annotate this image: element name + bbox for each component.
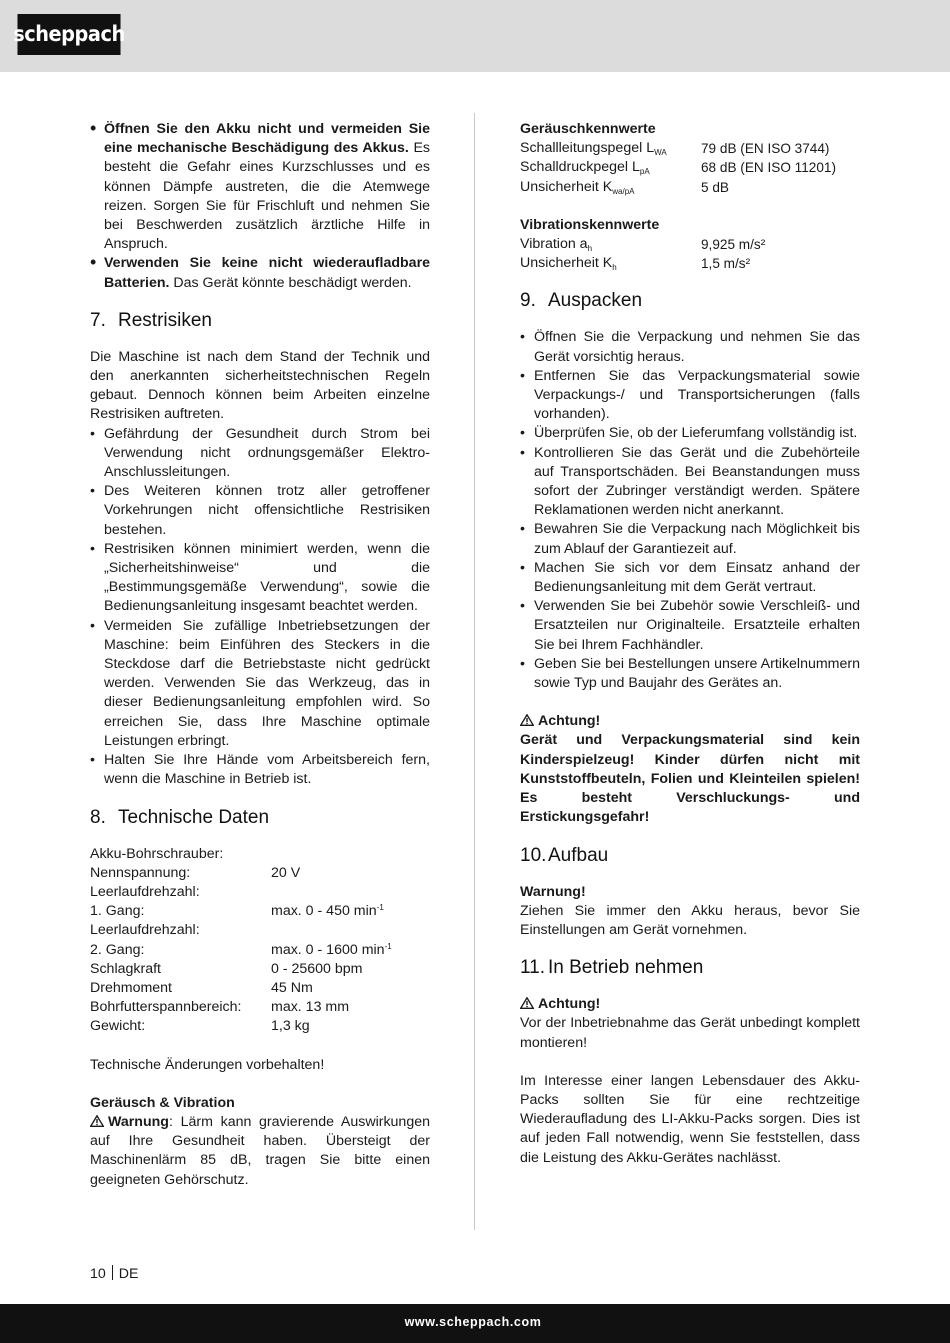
table-row: Nennspannung: 20 V: [90, 864, 301, 881]
scheppach-logo: scheppach: [17, 14, 120, 55]
warning-icon: [520, 714, 534, 726]
section-heading-restrisiken: 7. Restrisiken: [90, 309, 212, 331]
technical-data-table: [90, 845, 430, 1037]
table-row: Bohrfutterspannbereich: max. 13 mm: [90, 999, 350, 1016]
list-item: • Halten Sie Ihre Hände vom Arbeitsbereich fern, wenn die Maschine in Betrieb ist.: [90, 751, 430, 789]
aufbau-text: Ziehen Sie immer den Akku heraus, bevor Sie Einstellungen am Gerät vornehmen.: [520, 902, 860, 938]
noise-vibration-heading: Geräusch & Vibration: [90, 1094, 235, 1111]
table-row: Gewicht: 1,3 kg: [90, 1018, 310, 1035]
list-item: • Entfernen Sie das Verpackungsmaterial sowie Verpackungs-/ und Transportsicherungen (falls vorhanden).: [520, 367, 860, 425]
vibration-values-table: [520, 235, 860, 273]
page-separator: [112, 1265, 113, 1280]
section-heading-auspacken: 9. Auspacken: [520, 290, 643, 312]
list-item: • Restrisiken können minimiert werden, wenn die „Sicherheitshinweise“ und die „Bestimmungsgemäße Verwendung“, sowie die Bedienungsanleitung insgesamt beachtet werden.: [90, 540, 430, 617]
list-item: • Verwenden Sie bei Zubehör sowie Verschleiß- und Ersatzteilen nur Originalteile. Ersatzteile erhalten Sie bei Ihrem Fachhändler.: [520, 597, 860, 655]
list-item: • Verwenden Sie keine nicht wiederaufladbare Batterien. Das Gerät könnte beschädigt werden.: [90, 254, 430, 292]
list-item: • Öffnen Sie den Akku nicht und vermeiden Sie eine mechanische Beschädigung des Akkus. Es besteht die Gefahr eines Kurzschlusses und es können Dämpfe austreten, die die Atemwege reizen. Sorgen Sie für Frischluft und nehmen Sie bei Beschwerden zusätzlich ärztliche Hilfe in Anspruch.: [90, 120, 430, 254]
table-row: Unsicherheit $K_{wa/pA}$ 5 dB: [520, 178, 729, 196]
list-item: • Machen Sie sich vor dem Einsatz anhand der Bedienungsanleitung mit dem Gerät vertraut.: [520, 559, 860, 597]
table-row: Drehmoment 45 Nm: [90, 979, 313, 996]
aufbau-warning-label: Warnung!: [520, 883, 586, 900]
left-column: [90, 120, 430, 1190]
table-row: Unsicherheit $K_h$ 1,5 m/s²: [520, 255, 751, 273]
noise-values-heading: Geräuschkennwerte: [520, 121, 656, 137]
auspacken-warning-label: Achtung!: [520, 712, 860, 731]
section-heading-technische-daten: 8. Technische Daten: [90, 806, 270, 828]
column-divider: [474, 113, 475, 1230]
table-row: Vibration $a_h$ 9,925 m/s²: [520, 236, 766, 254]
page-number: 10 DE: [90, 1266, 139, 1282]
table-row: Leerlaufdrehzahl:: [90, 883, 200, 900]
inbetrieb-text-2: Im Interesse einer langen Lebensdauer des Akku-Packs sollten Sie für eine rechtzeitige Wiederaufladung des LI-Akku-Packs sorgen. Dies ist auf jeden Fall notwendig, wenn Sie feststellen, dass die Leistung des Akku-Gerätes nachlässt.: [520, 1072, 860, 1166]
table-row: Schallleitungspegel $L_{WA}$ 79 dB (EN ISO 3744): [520, 140, 830, 158]
restrisiken-list: [90, 425, 430, 790]
section-heading-aufbau: 10. Aufbau: [520, 844, 609, 866]
table-row: Leerlaufdrehzahl:: [90, 922, 200, 939]
noise-values-table: [520, 139, 860, 197]
list-item: • Öffnen Sie die Verpackung und nehmen Sie das Gerät vorsichtig heraus.: [520, 328, 860, 366]
table-row: Akku-Bohrschrauber:: [90, 845, 224, 862]
table-row: 1. Gang: max. 0 - 450 $\min^{-1}$: [90, 903, 384, 920]
right-column: [520, 120, 860, 1168]
list-item: • Bewahren Sie die Verpackung nach Möglichkeit bis zum Ablauf der Garantiezeit auf.: [520, 520, 860, 558]
section-heading-in-betrieb-nehmen: 11. In Betrieb nehmen: [520, 957, 704, 979]
auspacken-warning-text: Gerät und Verpackungsmaterial sind kein Kinderspielzeug! Kinder dürfen nicht mit Kunststoffbeuteln, Folien und Kleinteilen spielen! Es besteht Verschluckungs- und Erstickungsgefahr!: [520, 732, 860, 826]
table-row: Schalldruckpegel $L_{pA}$ 68 dB (EN ISO 11201): [520, 159, 837, 177]
inbetrieb-warning-label: Achtung!: [520, 995, 860, 1014]
header-band: [0, 0, 950, 72]
table-row: Schlagkraft 0 - 25600 bpm: [90, 960, 363, 977]
battery-safety-list: [90, 120, 430, 293]
warning-icon: [90, 1115, 104, 1127]
list-item: • Kontrollieren Sie das Gerät und die Zubehörteile auf Transportschäden. Bei Beanstandungen muss sofort der Zubringer verständigt werden. Spätere Reklamationen werden nicht anerkannt.: [520, 444, 860, 521]
noise-warning: Warnung: Lärm kann gravierende Auswirkungen auf Ihre Gesundheit haben. Übersteigt der Maschinenlärm 85 dB, tragen Sie bitte einen geeigneten Gehörschutz.: [90, 1113, 430, 1188]
website-link[interactable]: www.scheppach.com: [404, 1315, 542, 1329]
list-item: • Vermeiden Sie zufällige Inbetriebsetzungen der Maschine: beim Einführen des Steckers in die Steckdose darf die Betriebstaste nicht gedrückt werden. Verwenden Sie das Werkzeug, das in dieser Bedienungsanleitung empfohlen wird. So erreichen Sie, dass Ihre Maschine optimale Leistungen erbringt.: [90, 617, 430, 751]
restrisiken-intro: Die Maschine ist nach dem Stand der Technik und den anerkannten sicherheitstechnischen Regeln gebaut. Dennoch können beim Arbeiten einzelne Restrisiken auftreten.: [90, 348, 430, 423]
list-item: • Des Weiteren können trotz aller getroffener Vorkehrungen nicht offensichtliche Restrisiken bestehen.: [90, 482, 430, 540]
list-item: • Gefährdung der Gesundheit durch Strom bei Verwendung nicht ordnungsgemäßer Elektro-Anschlussleitungen.: [90, 425, 430, 483]
list-item: • Überprüfen Sie, ob der Lieferumfang vollständig ist.: [520, 424, 860, 443]
vibration-values-heading: Vibrationskennwerte: [520, 216, 660, 233]
table-row: 2. Gang: max. 0 - 1600 $\min^{-1}$: [90, 941, 392, 958]
inbetrieb-text-1: Vor der Inbetriebnahme das Gerät unbedingt komplett montieren!: [520, 1015, 860, 1051]
list-item: • Geben Sie bei Bestellungen unsere Artikelnummern sowie Typ und Baujahr des Gerätes an.: [520, 655, 860, 693]
technical-changes-note: Technische Änderungen vorbehalten!: [90, 1056, 325, 1073]
warning-icon: [520, 997, 534, 1009]
auspacken-list: [520, 328, 860, 693]
